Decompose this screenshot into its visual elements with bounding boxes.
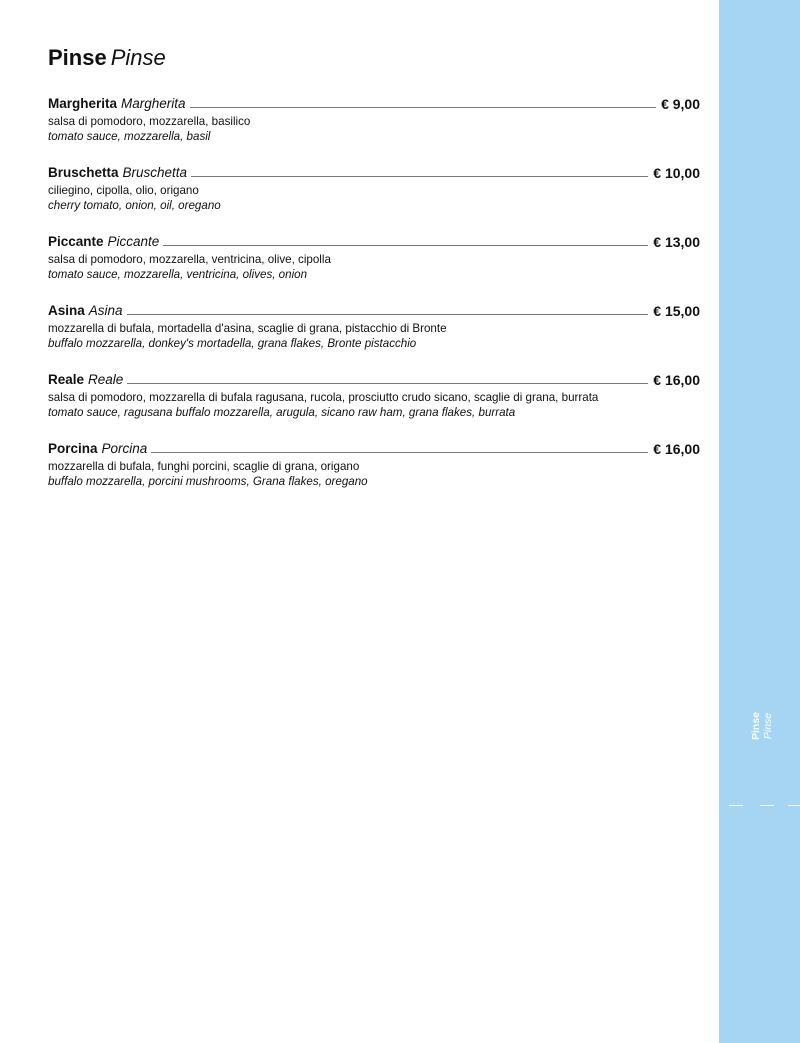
leader-line [163,245,648,246]
sidebar-divider-dash [788,805,800,806]
item-price: € 16,00 [653,372,700,388]
section-title-alt: Pinse [110,45,166,70]
menu-item-bruschetta [48,163,700,213]
item-description-en: buffalo mozzarella, donkey's mortadella, grana flakes, Bronte pistacchio [48,337,417,350]
item-name: Piccante [48,234,104,249]
item-name-alt: Porcina [101,441,148,456]
leader-line [127,383,648,384]
item-description-en: tomato sauce, mozzarella, basil [48,130,211,143]
menu-item-header [48,94,700,112]
item-name: Bruschetta [48,165,119,180]
item-price: € 9,00 [661,96,700,112]
item-description-en: tomato sauce, mozzarella, ventricina, olives, onion [48,268,308,281]
item-name-alt: Bruschetta [122,165,188,180]
item-price: € 10,00 [653,165,700,181]
item-description-en: cherry tomato, onion, oil, oregano [48,199,221,212]
sidebar-divider-dash [760,805,774,806]
menu-item-asina [48,301,700,351]
leader-line [191,176,648,177]
item-name-alt: Margherita [121,96,186,111]
leader-line [127,314,649,315]
menu-item-header [48,370,700,388]
menu-item-header [48,439,700,457]
menu-item-porcina [48,439,700,489]
leader-line [151,452,648,453]
section-title: Pinse [48,45,107,70]
item-description-it: ciliegino, cipolla, olio, origano [48,184,199,197]
item-price: € 16,00 [653,441,700,457]
section-heading [48,44,166,72]
menu-item-header [48,301,700,319]
item-name-alt: Reale [88,372,124,387]
item-description-it: salsa di pomodoro, mozzarella, ventricina, olive, cipolla [48,253,331,266]
item-name: Reale [48,372,85,387]
item-description-en: buffalo mozzarella, porcini mushrooms, Grana flakes, oregano [48,475,368,488]
item-price: € 15,00 [653,303,700,319]
menu-item-piccante [48,232,700,282]
item-description-en: tomato sauce, ragusana buffalo mozzarella, arugula, sicano raw ham, grana flakes, burrata [48,406,516,419]
item-name: Asina [48,303,85,318]
leader-line [190,107,657,108]
item-description-it: salsa di pomodoro, mozzarella di bufala ragusana, rucola, prosciutto crudo sicano, scaglie di grana, burrata [48,391,599,404]
menu-item-reale [48,370,700,420]
item-price: € 13,00 [653,234,700,250]
sidebar-label-alt: Pinse [762,712,774,740]
item-name-alt: Asina [88,303,123,318]
menu-item-margherita [48,94,700,144]
item-name-alt: Piccante [107,234,160,249]
sidebar-divider-dash [729,805,743,806]
item-description-it: mozzarella di bufala, funghi porcini, scaglie di grana, origano [48,460,360,473]
sidebar-label: Pinse [750,711,762,741]
item-name: Porcina [48,441,98,456]
menu-item-header [48,232,700,250]
item-name: Margherita [48,96,118,111]
item-description-it: salsa di pomodoro, mozzarella, basilico [48,115,251,128]
menu-list [48,94,700,508]
item-description-it: mozzarella di bufala, mortadella d'asina, scaglie di grana, pistacchio di Bronte [48,322,447,335]
section-sidebar [719,0,800,1043]
menu-item-header [48,163,700,181]
